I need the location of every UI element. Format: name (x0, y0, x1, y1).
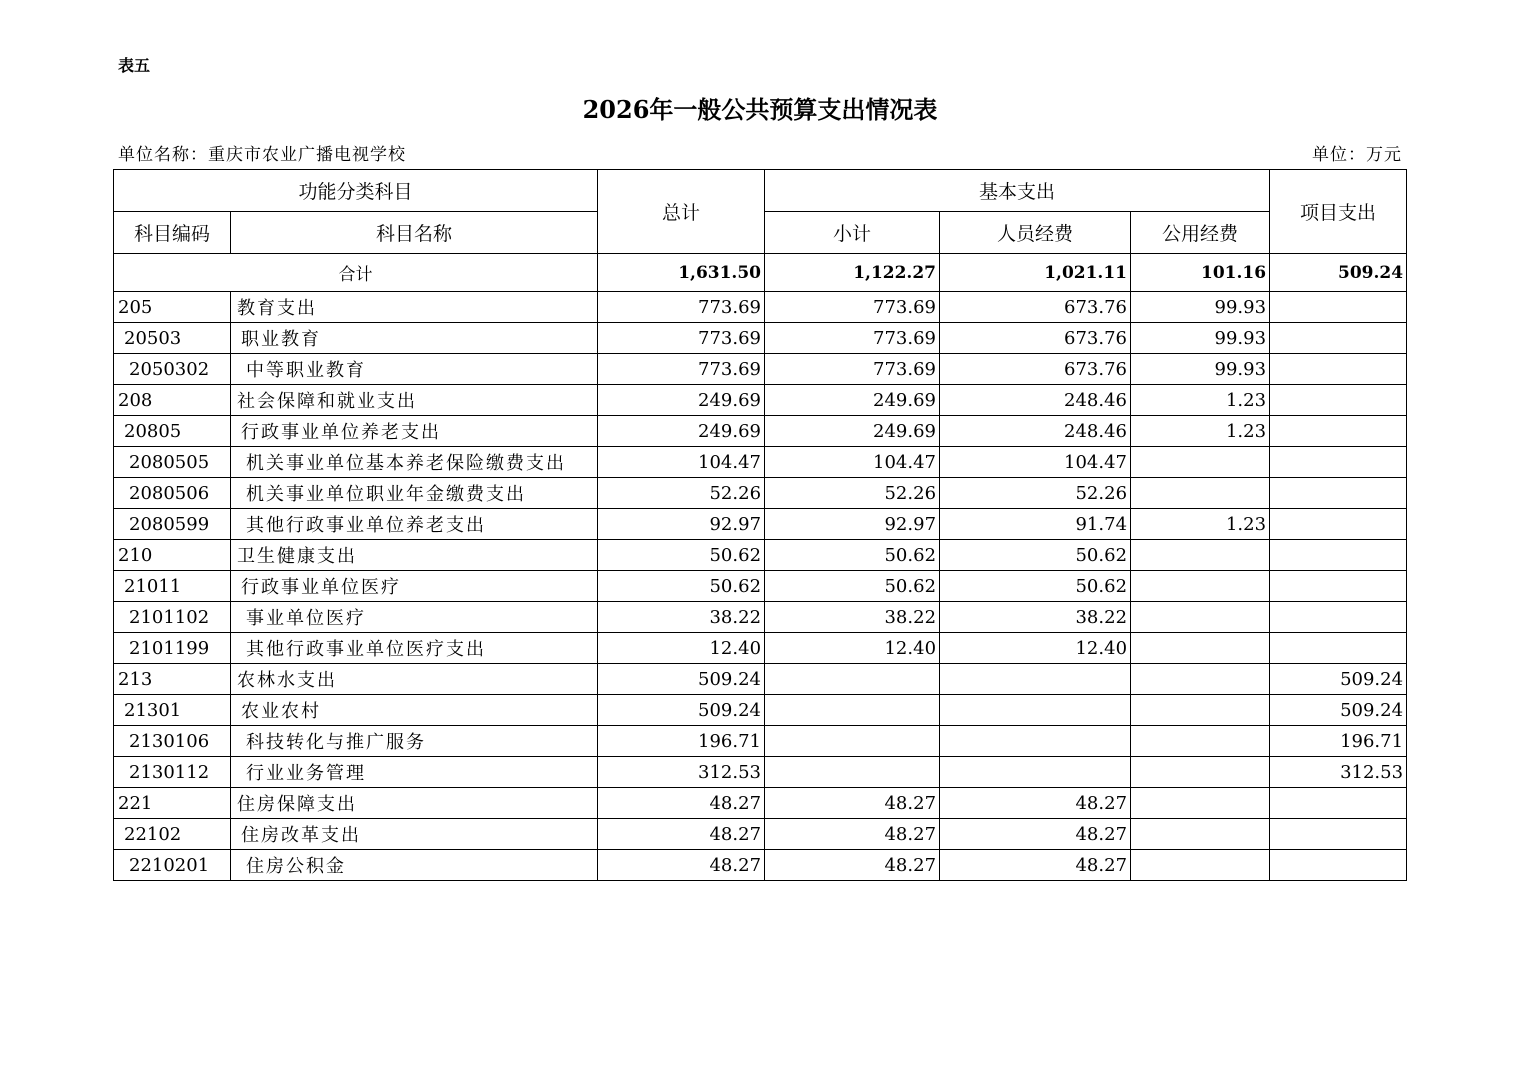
row-total: 52.26 (598, 478, 765, 509)
row-total: 773.69 (598, 354, 765, 385)
total-project: 509.24 (1270, 254, 1407, 292)
row-public: 99.93 (1131, 292, 1270, 323)
row-personnel: 48.27 (940, 819, 1131, 850)
row-personnel (940, 695, 1131, 726)
row-public (1131, 478, 1270, 509)
row-project (1270, 788, 1407, 819)
row-personnel: 673.76 (940, 323, 1131, 354)
row-total: 509.24 (598, 695, 765, 726)
table-row (114, 664, 1407, 695)
row-personnel: 248.46 (940, 385, 1131, 416)
row-project: 509.24 (1270, 664, 1407, 695)
total-row (114, 254, 1407, 292)
table-row (114, 385, 1407, 416)
row-name: 行业业务管理 (231, 757, 598, 788)
row-subtotal: 50.62 (765, 540, 940, 571)
row-total: 104.47 (598, 447, 765, 478)
row-project (1270, 478, 1407, 509)
row-code: 21301 (114, 695, 231, 726)
row-subtotal: 48.27 (765, 819, 940, 850)
row-project (1270, 602, 1407, 633)
header-name: 科目名称 (231, 212, 598, 254)
row-public (1131, 695, 1270, 726)
row-project (1270, 354, 1407, 385)
row-name: 社会保障和就业支出 (231, 385, 598, 416)
row-total: 196.71 (598, 726, 765, 757)
row-code: 2101199 (114, 633, 231, 664)
row-total: 48.27 (598, 788, 765, 819)
row-subtotal: 48.27 (765, 788, 940, 819)
row-code: 22102 (114, 819, 231, 850)
page-title: 2026年一般公共预算支出情况表 (582, 95, 938, 124)
row-subtotal: 104.47 (765, 447, 940, 478)
row-code: 2130112 (114, 757, 231, 788)
row-name: 事业单位医疗 (231, 602, 598, 633)
row-name: 机关事业单位基本养老保险缴费支出 (231, 447, 598, 478)
row-public (1131, 788, 1270, 819)
unit-name: 单位名称：重庆市农业广播电视学校 (118, 145, 406, 165)
row-project (1270, 416, 1407, 447)
row-total: 249.69 (598, 385, 765, 416)
row-code: 210 (114, 540, 231, 571)
row-project: 312.53 (1270, 757, 1407, 788)
row-public (1131, 571, 1270, 602)
row-code: 2050302 (114, 354, 231, 385)
row-public (1131, 633, 1270, 664)
row-name: 其他行政事业单位医疗支出 (231, 633, 598, 664)
row-subtotal: 52.26 (765, 478, 940, 509)
row-code: 2101102 (114, 602, 231, 633)
row-personnel: 673.76 (940, 292, 1131, 323)
table-row (114, 416, 1407, 447)
row-code: 2080505 (114, 447, 231, 478)
row-project (1270, 323, 1407, 354)
table-row (114, 478, 1407, 509)
row-name: 中等职业教育 (231, 354, 598, 385)
row-personnel (940, 757, 1131, 788)
row-code: 205 (114, 292, 231, 323)
row-total: 12.40 (598, 633, 765, 664)
row-total: 48.27 (598, 819, 765, 850)
table-row (114, 292, 1407, 323)
table-row (114, 602, 1407, 633)
row-name: 机关事业单位职业年金缴费支出 (231, 478, 598, 509)
table-row (114, 354, 1407, 385)
row-personnel: 673.76 (940, 354, 1131, 385)
row-code: 2080599 (114, 509, 231, 540)
row-project: 509.24 (1270, 695, 1407, 726)
row-name: 住房保障支出 (231, 788, 598, 819)
budget-table (113, 169, 1407, 881)
total-personnel: 1,021.11 (940, 254, 1131, 292)
row-total: 92.97 (598, 509, 765, 540)
row-public: 99.93 (1131, 354, 1270, 385)
row-code: 208 (114, 385, 231, 416)
total-subtotal: 1,122.27 (765, 254, 940, 292)
row-personnel: 104.47 (940, 447, 1131, 478)
row-name: 科技转化与推广服务 (231, 726, 598, 757)
table-row (114, 819, 1407, 850)
row-code: 20503 (114, 323, 231, 354)
row-subtotal: 12.40 (765, 633, 940, 664)
row-total: 509.24 (598, 664, 765, 695)
row-subtotal (765, 664, 940, 695)
row-public: 99.93 (1131, 323, 1270, 354)
row-name: 农林水支出 (231, 664, 598, 695)
row-total: 249.69 (598, 416, 765, 447)
row-project (1270, 292, 1407, 323)
row-name: 行政事业单位养老支出 (231, 416, 598, 447)
table-row (114, 633, 1407, 664)
header-total: 总计 (598, 170, 765, 254)
table-row (114, 447, 1407, 478)
row-code: 2080506 (114, 478, 231, 509)
row-subtotal: 38.22 (765, 602, 940, 633)
row-project (1270, 447, 1407, 478)
header-subtotal: 小计 (765, 212, 940, 254)
row-name: 住房改革支出 (231, 819, 598, 850)
row-total: 773.69 (598, 292, 765, 323)
table-row (114, 323, 1407, 354)
row-subtotal: 92.97 (765, 509, 940, 540)
row-name: 农业农村 (231, 695, 598, 726)
table-row (114, 540, 1407, 571)
row-subtotal: 50.62 (765, 571, 940, 602)
row-personnel: 38.22 (940, 602, 1131, 633)
row-project (1270, 385, 1407, 416)
row-subtotal: 773.69 (765, 323, 940, 354)
row-name: 行政事业单位医疗 (231, 571, 598, 602)
header-basic: 基本支出 (765, 170, 1270, 212)
row-public: 1.23 (1131, 509, 1270, 540)
row-project (1270, 819, 1407, 850)
row-code: 213 (114, 664, 231, 695)
row-name: 职业教育 (231, 323, 598, 354)
row-personnel: 91.74 (940, 509, 1131, 540)
row-project (1270, 633, 1407, 664)
total-public: 101.16 (1131, 254, 1270, 292)
total-label: 合计 (114, 254, 598, 292)
row-name: 其他行政事业单位养老支出 (231, 509, 598, 540)
row-personnel: 48.27 (940, 850, 1131, 881)
table-row (114, 726, 1407, 757)
row-public (1131, 602, 1270, 633)
row-public: 1.23 (1131, 385, 1270, 416)
row-subtotal (765, 757, 940, 788)
row-project (1270, 850, 1407, 881)
row-total: 48.27 (598, 850, 765, 881)
row-total: 38.22 (598, 602, 765, 633)
row-personnel: 50.62 (940, 540, 1131, 571)
row-code: 221 (114, 788, 231, 819)
total-total: 1,631.50 (598, 254, 765, 292)
row-personnel: 12.40 (940, 633, 1131, 664)
row-subtotal (765, 695, 940, 726)
row-personnel (940, 726, 1131, 757)
row-subtotal: 773.69 (765, 354, 940, 385)
table-row (114, 571, 1407, 602)
row-total: 312.53 (598, 757, 765, 788)
row-personnel: 52.26 (940, 478, 1131, 509)
header-personnel: 人员经费 (940, 212, 1131, 254)
row-name: 教育支出 (231, 292, 598, 323)
row-subtotal: 249.69 (765, 416, 940, 447)
row-total: 50.62 (598, 540, 765, 571)
header-func-category: 功能分类科目 (114, 170, 598, 212)
row-public (1131, 540, 1270, 571)
row-personnel: 50.62 (940, 571, 1131, 602)
row-personnel: 248.46 (940, 416, 1131, 447)
row-project (1270, 571, 1407, 602)
row-code: 21011 (114, 571, 231, 602)
row-public (1131, 819, 1270, 850)
header-project: 项目支出 (1270, 170, 1407, 254)
row-subtotal: 773.69 (765, 292, 940, 323)
row-project: 196.71 (1270, 726, 1407, 757)
row-total: 50.62 (598, 571, 765, 602)
row-project (1270, 540, 1407, 571)
row-total: 773.69 (598, 323, 765, 354)
row-code: 20805 (114, 416, 231, 447)
row-subtotal: 249.69 (765, 385, 940, 416)
row-public (1131, 726, 1270, 757)
row-public: 1.23 (1131, 416, 1270, 447)
table-row (114, 695, 1407, 726)
row-public (1131, 850, 1270, 881)
row-subtotal: 48.27 (765, 850, 940, 881)
row-public (1131, 664, 1270, 695)
table-row (114, 757, 1407, 788)
row-name: 卫生健康支出 (231, 540, 598, 571)
row-subtotal (765, 726, 940, 757)
row-personnel: 48.27 (940, 788, 1131, 819)
table-number-label: 表五 (118, 56, 151, 75)
row-name: 住房公积金 (231, 850, 598, 881)
table-row (114, 850, 1407, 881)
row-public (1131, 447, 1270, 478)
row-code: 2130106 (114, 726, 231, 757)
header-code: 科目编码 (114, 212, 231, 254)
header-public: 公用经费 (1131, 212, 1270, 254)
row-project (1270, 509, 1407, 540)
table-row (114, 509, 1407, 540)
row-code: 2210201 (114, 850, 231, 881)
row-public (1131, 757, 1270, 788)
row-personnel (940, 664, 1131, 695)
currency-unit: 单位：万元 (1312, 145, 1402, 165)
table-row (114, 788, 1407, 819)
